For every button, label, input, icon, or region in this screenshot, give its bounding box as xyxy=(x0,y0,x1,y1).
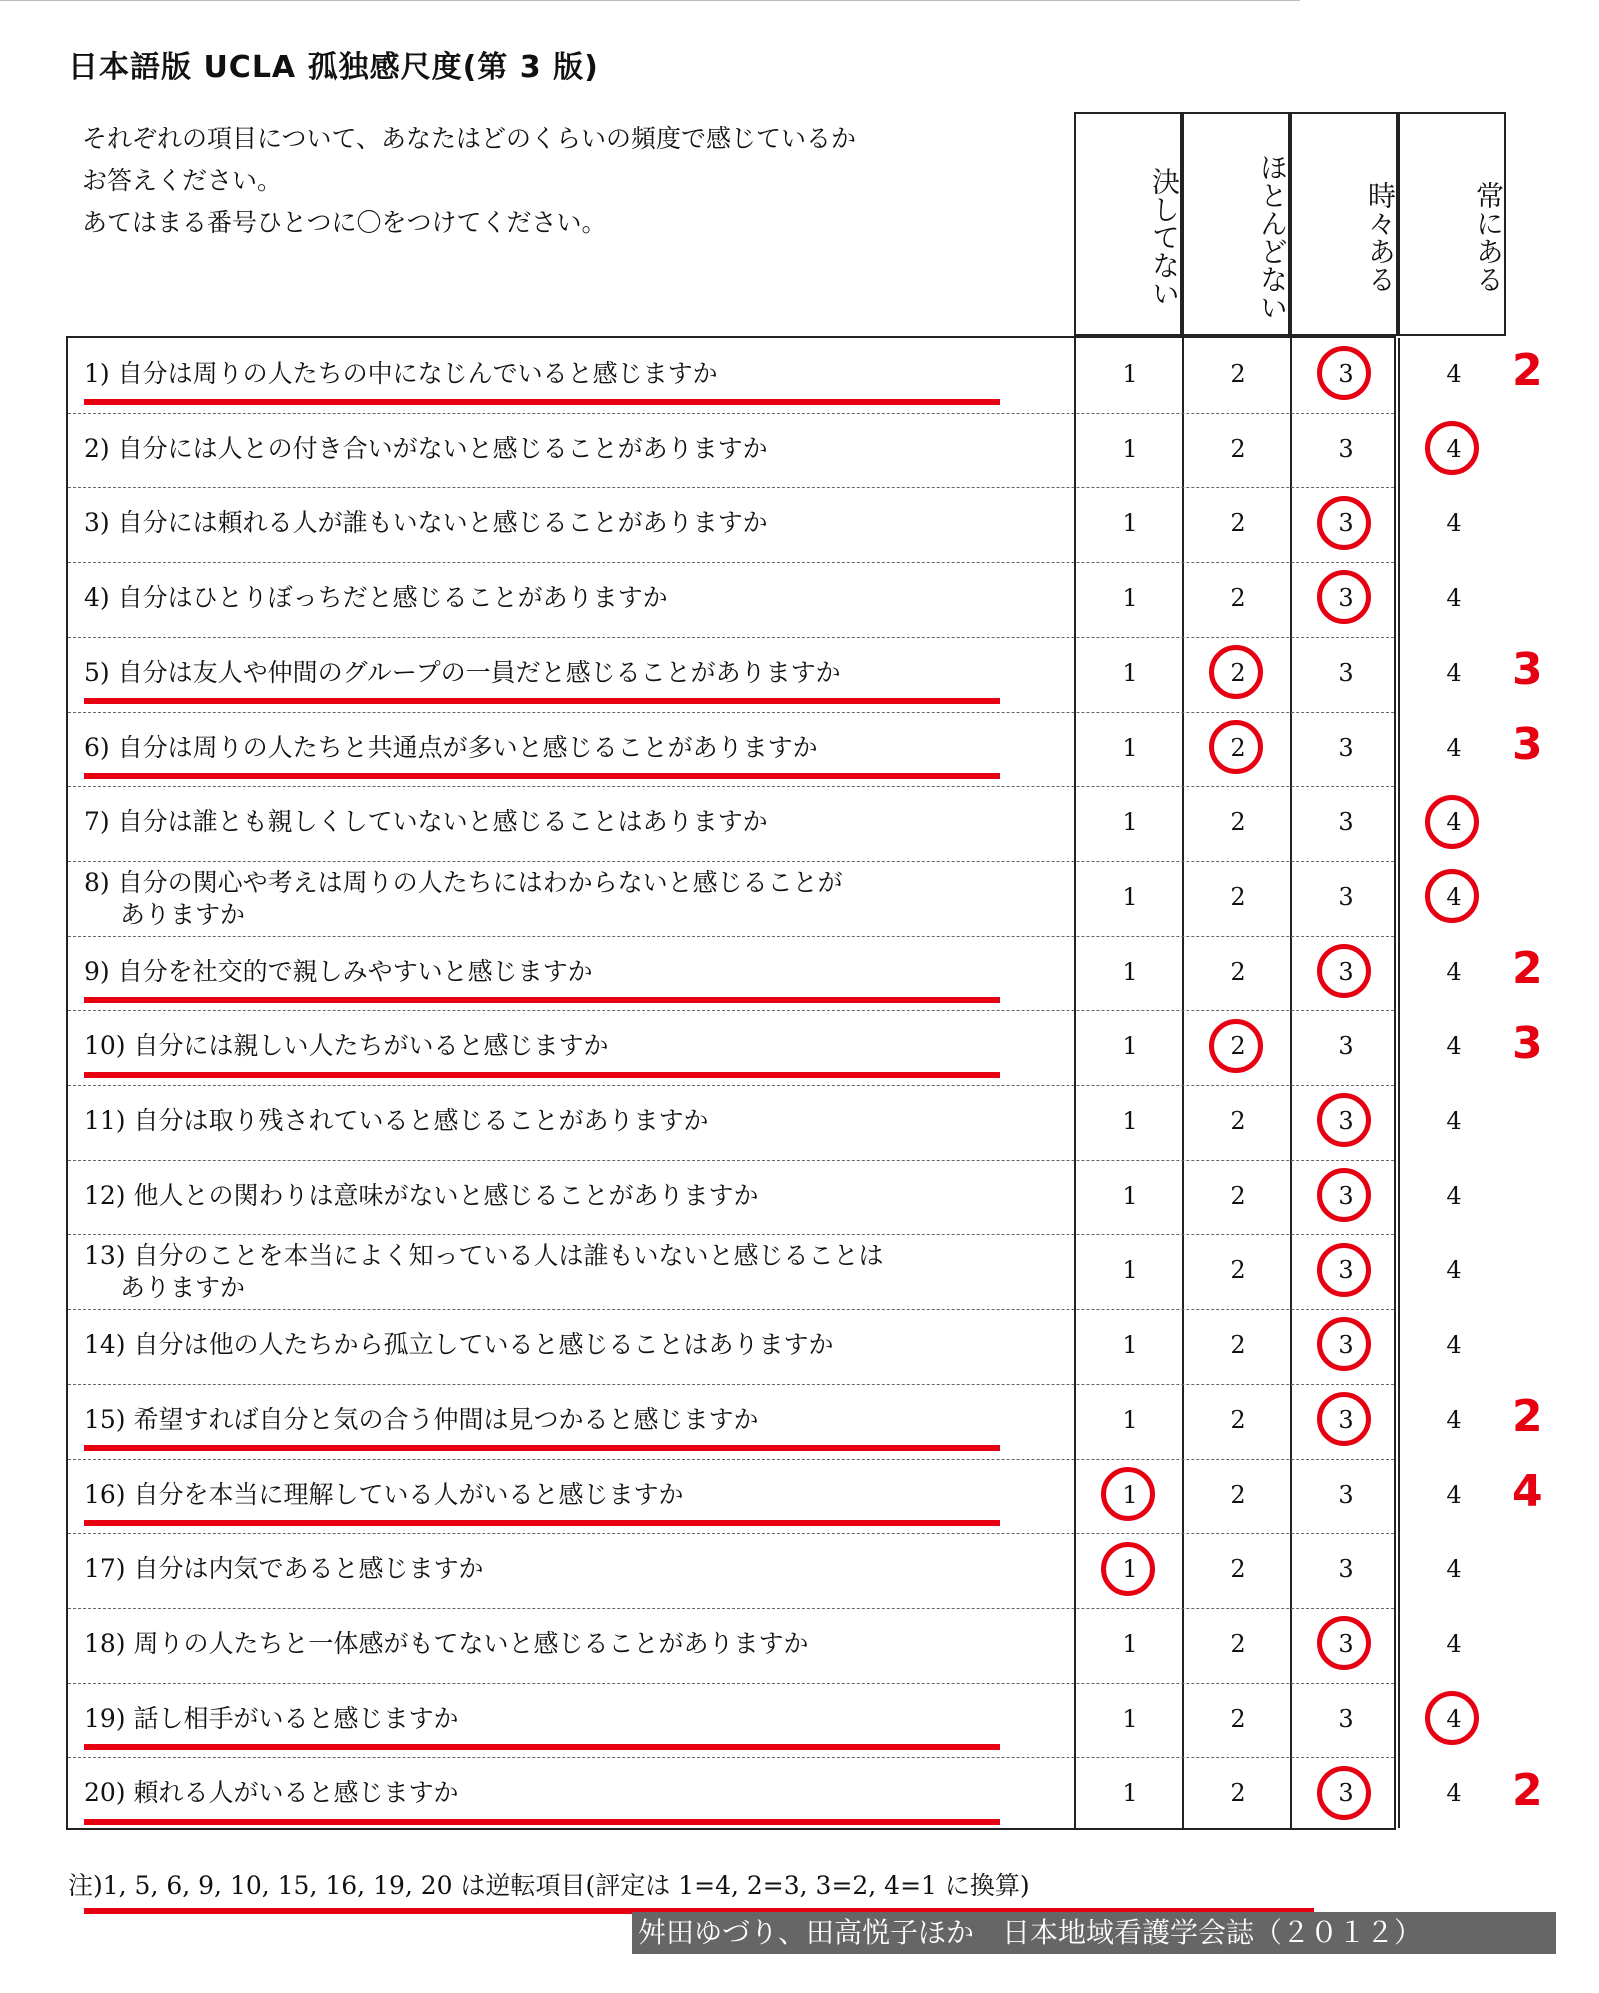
option-1[interactable]: 1 xyxy=(1122,584,1138,613)
option-4[interactable]: 4 xyxy=(1446,1629,1462,1658)
item-question: 7) 自分は誰とも親しくしていないと感じることはありますか xyxy=(84,807,768,837)
scale-table xyxy=(66,336,1462,1830)
option-1[interactable]: 1 xyxy=(1122,434,1138,463)
option-4[interactable]: 4 xyxy=(1446,1704,1462,1733)
option-3[interactable]: 3 xyxy=(1338,1779,1354,1808)
selected-answer-circle xyxy=(1317,1093,1371,1147)
row-divider xyxy=(68,1384,1394,1385)
option-4[interactable]: 4 xyxy=(1446,1480,1462,1509)
table-row xyxy=(68,1234,1462,1309)
selected-answer-circle xyxy=(1317,1616,1371,1670)
item-question: 15) 希望すれば自分と気の合う仲間は見つかると感じますか xyxy=(84,1404,759,1434)
row-divider xyxy=(68,1010,1394,1011)
selected-answer-circle xyxy=(1317,1168,1371,1222)
option-4[interactable]: 4 xyxy=(1446,434,1462,463)
item-question: 11) 自分は取り残されていると感じることがありますか xyxy=(84,1106,709,1135)
item-question-line-1: 8) 自分の関心や考えは周りの人たちにはわからないと感じることが xyxy=(84,867,843,897)
item-question: 4) 自分はひとりぼっちだと感じることがありますか xyxy=(84,583,668,613)
row-divider xyxy=(68,1085,1394,1086)
reverse-item-underline xyxy=(84,1520,1000,1526)
row-divider xyxy=(68,861,1394,862)
option-4[interactable]: 4 xyxy=(1446,509,1462,538)
option-2[interactable]: 2 xyxy=(1230,1704,1246,1733)
option-4[interactable]: 4 xyxy=(1446,1256,1462,1285)
converted-score: 3 xyxy=(1512,1017,1543,1069)
selected-answer-circle xyxy=(1425,421,1479,475)
selected-answer-circle xyxy=(1317,944,1371,998)
row-divider xyxy=(68,637,1394,638)
item-question xyxy=(84,867,843,931)
option-2[interactable]: 2 xyxy=(1230,584,1246,613)
converted-score: 2 xyxy=(1512,1764,1543,1816)
option-1[interactable]: 1 xyxy=(1122,1331,1138,1360)
item-question: 14) 自分は他の人たちから孤立していると感じることはありますか xyxy=(84,1330,834,1360)
item-question-line-2: ありますか xyxy=(120,1273,246,1303)
selected-answer-circle xyxy=(1101,1467,1155,1521)
selected-answer-circle xyxy=(1101,1542,1155,1596)
selected-answer-circle xyxy=(1209,645,1263,699)
table-row xyxy=(68,562,1462,637)
option-1[interactable]: 1 xyxy=(1122,1256,1138,1285)
option-2[interactable]: 2 xyxy=(1230,882,1246,911)
option-4[interactable]: 4 xyxy=(1446,584,1462,613)
row-divider xyxy=(68,413,1394,414)
item-question: 1) 自分は周りの人たちの中になじんでいると感じますか xyxy=(84,359,718,388)
column-header-2 xyxy=(1182,112,1290,336)
reverse-item-underline xyxy=(84,997,1000,1003)
column-header-1 xyxy=(1074,112,1182,336)
option-3[interactable]: 3 xyxy=(1338,1256,1354,1285)
option-4[interactable]: 4 xyxy=(1446,882,1462,911)
selected-answer-circle xyxy=(1209,1019,1263,1073)
option-1[interactable]: 1 xyxy=(1122,1555,1138,1584)
option-2[interactable]: 2 xyxy=(1230,1629,1246,1658)
option-3[interactable]: 3 xyxy=(1338,1181,1354,1210)
option-1[interactable]: 1 xyxy=(1122,509,1138,538)
option-1[interactable]: 1 xyxy=(1122,733,1138,762)
option-1[interactable]: 1 xyxy=(1122,1405,1138,1434)
option-4[interactable]: 4 xyxy=(1446,957,1462,986)
table-row xyxy=(68,786,1462,861)
option-4[interactable]: 4 xyxy=(1446,1032,1462,1061)
table-row xyxy=(68,1608,1462,1683)
selected-answer-circle xyxy=(1317,496,1371,550)
option-1[interactable]: 1 xyxy=(1122,360,1138,388)
instruction-line-2: お答えください。 xyxy=(82,166,283,195)
item-question xyxy=(84,1240,884,1304)
reverse-item-underline xyxy=(84,1744,1000,1750)
selected-answer-circle xyxy=(1317,346,1371,400)
column-divider xyxy=(1398,338,1400,1828)
option-2[interactable]: 2 xyxy=(1230,1405,1246,1434)
column-header-label: 時々ある xyxy=(1364,181,1397,293)
option-2[interactable]: 2 xyxy=(1230,434,1246,463)
converted-score: 3 xyxy=(1512,644,1543,696)
row-divider xyxy=(68,1309,1394,1310)
top-rule xyxy=(0,0,1300,1)
item-question: 3) 自分には頼れる人が誰もいないと感じることがありますか xyxy=(84,508,768,538)
option-2[interactable]: 2 xyxy=(1230,1480,1246,1509)
selected-answer-circle xyxy=(1425,795,1479,849)
option-1[interactable]: 1 xyxy=(1122,1032,1138,1061)
item-question-line-1: 13) 自分のことを本当によく知っている人は誰もいないと感じることは xyxy=(84,1241,884,1271)
option-3[interactable]: 3 xyxy=(1338,1032,1354,1061)
selected-answer-circle xyxy=(1317,1392,1371,1446)
option-3[interactable]: 3 xyxy=(1338,1331,1354,1360)
option-4[interactable]: 4 xyxy=(1446,808,1462,837)
option-1[interactable]: 1 xyxy=(1122,882,1138,911)
page-title: 日本語版 UCLA 孤独感尺度(第 3 版) xyxy=(68,50,599,85)
table-row xyxy=(68,861,1462,936)
option-3[interactable]: 3 xyxy=(1338,584,1354,613)
row-divider xyxy=(68,1160,1394,1161)
option-4[interactable]: 4 xyxy=(1446,658,1462,687)
table-row xyxy=(68,1309,1462,1384)
option-1[interactable]: 1 xyxy=(1122,1779,1138,1808)
option-2[interactable]: 2 xyxy=(1230,1032,1246,1061)
converted-score: 3 xyxy=(1512,718,1543,770)
row-divider xyxy=(68,1683,1394,1684)
row-divider xyxy=(68,1533,1394,1534)
option-4[interactable]: 4 xyxy=(1446,733,1462,762)
item-question: 9) 自分を社交的で親しみやすいと感じますか xyxy=(84,956,593,986)
reverse-item-underline xyxy=(84,399,1000,405)
item-question: 12) 他人との関わりは意味がないと感じることがありますか xyxy=(84,1180,759,1210)
option-2[interactable]: 2 xyxy=(1230,1331,1246,1360)
selected-answer-circle xyxy=(1425,1691,1479,1745)
converted-score: 4 xyxy=(1512,1465,1543,1517)
option-1[interactable]: 1 xyxy=(1122,1629,1138,1658)
option-2[interactable]: 2 xyxy=(1230,1107,1246,1135)
row-divider xyxy=(68,1608,1394,1609)
row-divider xyxy=(68,1757,1394,1758)
option-4[interactable]: 4 xyxy=(1446,1779,1462,1808)
option-3[interactable]: 3 xyxy=(1338,957,1354,986)
table-row xyxy=(68,413,1462,488)
option-3[interactable]: 3 xyxy=(1338,434,1354,463)
column-header-label: 決してない xyxy=(1148,167,1181,307)
option-4[interactable]: 4 xyxy=(1446,1107,1462,1135)
option-3[interactable]: 3 xyxy=(1338,360,1354,388)
column-header-3 xyxy=(1290,112,1398,336)
option-3[interactable]: 3 xyxy=(1338,1555,1354,1584)
item-question: 18) 周りの人たちと一体感がもてないと感じることがありますか xyxy=(84,1628,809,1658)
option-3[interactable]: 3 xyxy=(1338,658,1354,687)
option-2[interactable]: 2 xyxy=(1230,1181,1246,1210)
option-4[interactable]: 4 xyxy=(1446,360,1462,388)
column-header-4 xyxy=(1398,112,1506,336)
item-question: 5) 自分は友人や仲間のグループの一員だと感じることがありますか xyxy=(84,657,841,687)
table-row xyxy=(68,1533,1462,1608)
row-divider xyxy=(68,786,1394,787)
option-3[interactable]: 3 xyxy=(1338,1480,1354,1509)
reverse-item-underline xyxy=(84,773,1000,779)
item-question: 10) 自分には親しい人たちがいると感じますか xyxy=(84,1031,609,1061)
option-4[interactable]: 4 xyxy=(1446,1331,1462,1360)
option-4[interactable]: 4 xyxy=(1446,1405,1462,1434)
option-1[interactable]: 1 xyxy=(1122,808,1138,837)
item-question: 20) 頼れる人がいると感じますか xyxy=(84,1778,459,1808)
option-2[interactable]: 2 xyxy=(1230,658,1246,687)
item-question: 17) 自分は内気であると感じますか xyxy=(84,1554,484,1584)
option-2[interactable]: 2 xyxy=(1230,808,1246,837)
option-1[interactable]: 1 xyxy=(1122,1107,1138,1135)
table-row xyxy=(68,487,1462,562)
option-3[interactable]: 3 xyxy=(1338,1704,1354,1733)
item-question: 6) 自分は周りの人たちと共通点が多いと感じることがありますか xyxy=(84,732,818,762)
selected-answer-circle xyxy=(1317,1766,1371,1820)
converted-score: 2 xyxy=(1512,942,1543,994)
reverse-item-underline xyxy=(84,1072,1000,1078)
row-divider xyxy=(68,1234,1394,1235)
option-2[interactable]: 2 xyxy=(1230,360,1246,388)
option-1[interactable]: 1 xyxy=(1122,1480,1138,1509)
row-divider xyxy=(68,936,1394,937)
row-divider xyxy=(68,562,1394,563)
option-3[interactable]: 3 xyxy=(1338,509,1354,538)
option-2[interactable]: 2 xyxy=(1230,957,1246,986)
option-2[interactable]: 2 xyxy=(1230,733,1246,762)
option-2[interactable]: 2 xyxy=(1230,1256,1246,1285)
item-question: 2) 自分には人との付き合いがないと感じることがありますか xyxy=(84,433,768,463)
row-divider xyxy=(68,1459,1394,1460)
table-row xyxy=(68,1160,1462,1235)
row-divider xyxy=(68,712,1394,713)
option-1[interactable]: 1 xyxy=(1122,1181,1138,1210)
table-row xyxy=(68,1085,1462,1160)
reverse-items-note: 注)1, 5, 6, 9, 10, 15, 16, 19, 20 は逆転項目(評定は 1=4, 2=3, 3=2, 4=1 に換算) xyxy=(68,1871,1030,1900)
option-4[interactable]: 4 xyxy=(1446,1181,1462,1210)
selected-answer-circle xyxy=(1209,720,1263,774)
option-2[interactable]: 2 xyxy=(1230,1779,1246,1808)
converted-score: 2 xyxy=(1512,1391,1543,1443)
column-header-label: 常にある xyxy=(1472,181,1505,293)
item-question-line-2: ありますか xyxy=(120,899,246,929)
option-3[interactable]: 3 xyxy=(1338,1629,1354,1658)
option-4[interactable]: 4 xyxy=(1446,1555,1462,1584)
reverse-item-underline xyxy=(84,1445,1000,1451)
instruction-line-1: それぞれの項目について、あなたはどのくらいの頻度で感じているか xyxy=(82,124,857,153)
option-1[interactable]: 1 xyxy=(1122,957,1138,986)
option-3[interactable]: 3 xyxy=(1338,1405,1354,1434)
option-1[interactable]: 1 xyxy=(1122,658,1138,687)
source-citation: 舛田ゆづり、田高悦子ほか 日本地域看護学会誌（２０１２） xyxy=(632,1912,1556,1954)
item-question: 19) 話し相手がいると感じますか xyxy=(84,1703,459,1733)
option-2[interactable]: 2 xyxy=(1230,1555,1246,1584)
reverse-item-underline xyxy=(84,1819,1000,1825)
row-divider xyxy=(68,487,1394,488)
instruction-line-3: あてはまる番号ひとつに〇をつけてください。 xyxy=(82,208,607,237)
selected-answer-circle xyxy=(1317,1243,1371,1297)
option-3[interactable]: 3 xyxy=(1338,808,1354,837)
option-3[interactable]: 3 xyxy=(1338,882,1354,911)
option-3[interactable]: 3 xyxy=(1338,1107,1354,1135)
converted-score: 2 xyxy=(1512,345,1543,397)
option-3[interactable]: 3 xyxy=(1338,733,1354,762)
column-header-label: ほとんどない xyxy=(1256,153,1289,321)
selected-answer-circle xyxy=(1425,869,1479,923)
option-2[interactable]: 2 xyxy=(1230,509,1246,538)
option-1[interactable]: 1 xyxy=(1122,1704,1138,1733)
reverse-item-underline xyxy=(84,698,1000,704)
item-question: 16) 自分を本当に理解している人がいると感じますか xyxy=(84,1479,684,1509)
